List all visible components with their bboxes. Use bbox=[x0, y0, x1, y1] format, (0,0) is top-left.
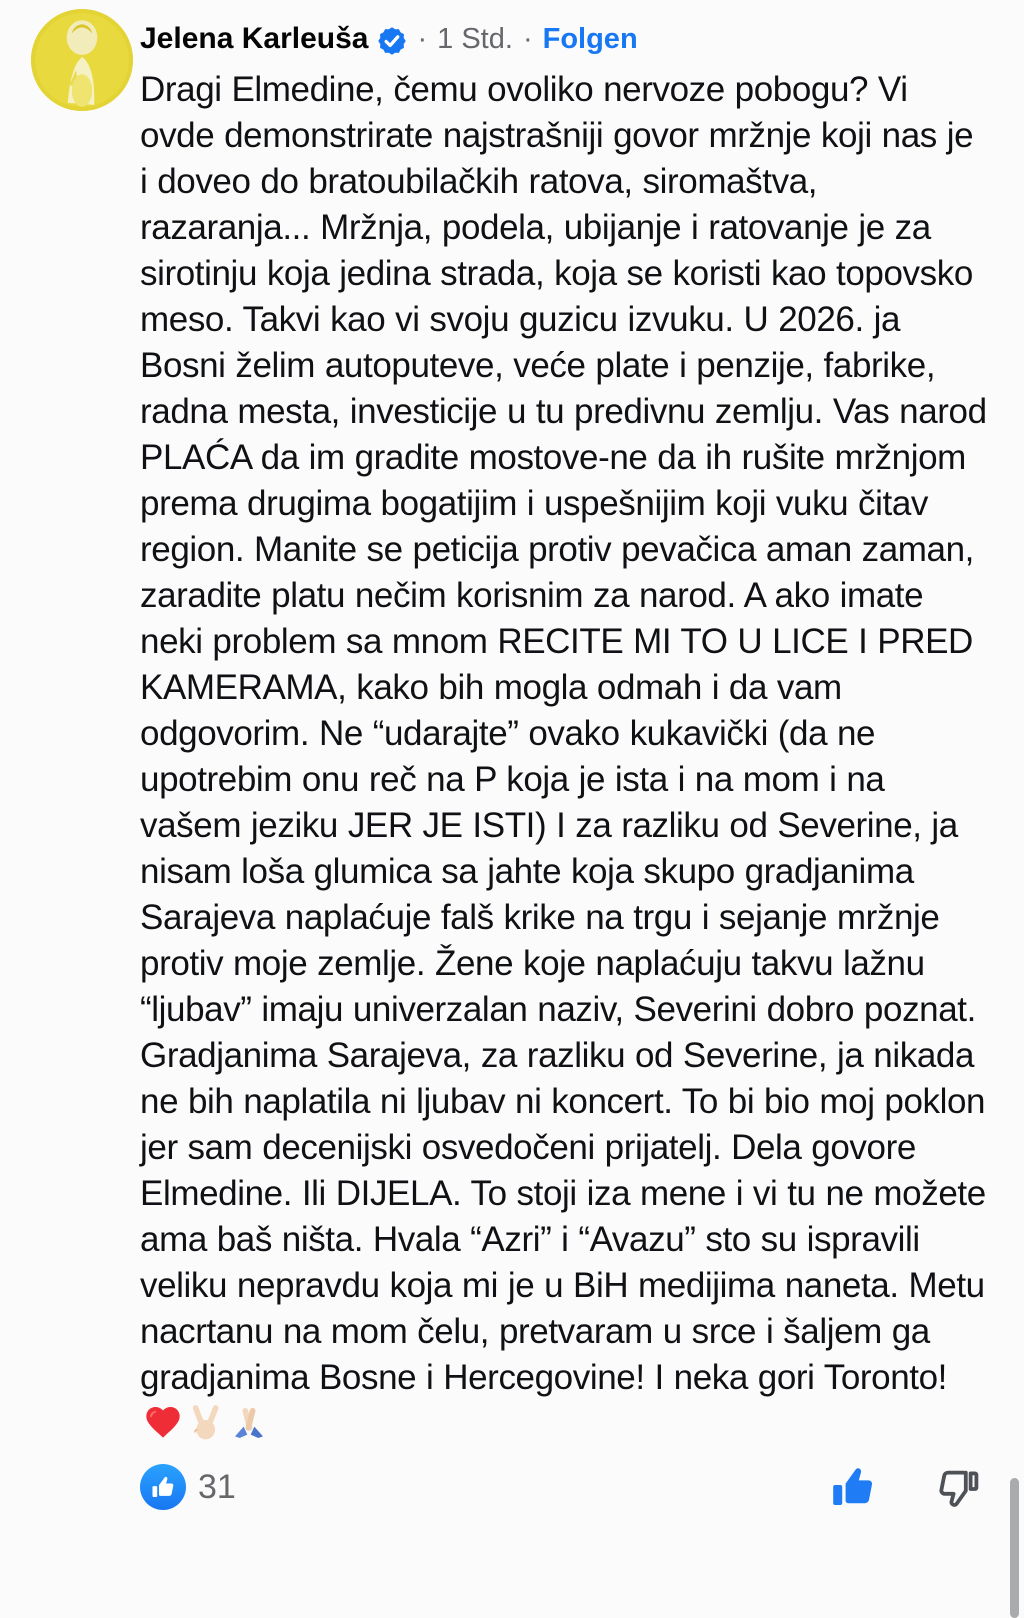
follow-button[interactable]: Folgen bbox=[542, 23, 638, 55]
thumbs-down-button[interactable] bbox=[932, 1461, 984, 1513]
thumbs-up-reaction-icon bbox=[140, 1464, 186, 1510]
like-count: 31 bbox=[198, 1467, 236, 1506]
post-header bbox=[140, 10, 986, 59]
post-content bbox=[140, 10, 986, 1513]
thumbs-up-button[interactable] bbox=[828, 1461, 880, 1513]
reactions-summary[interactable] bbox=[140, 1464, 236, 1510]
meta-separator: · bbox=[417, 23, 428, 55]
avatar-image bbox=[31, 9, 133, 111]
scrollbar-thumb[interactable] bbox=[1010, 1478, 1019, 1618]
timestamp[interactable]: 1 Std. bbox=[437, 23, 513, 55]
vote-buttons bbox=[828, 1461, 988, 1513]
author-name[interactable]: Jelena Karleuša bbox=[140, 22, 369, 55]
thumbs-up-icon bbox=[830, 1463, 878, 1511]
meta-separator: · bbox=[522, 23, 533, 55]
red-heart-emoji bbox=[143, 1402, 183, 1442]
victory-hand-emoji bbox=[186, 1402, 226, 1442]
folded-hands-emoji bbox=[229, 1402, 269, 1442]
post-body-text: Dragi Elmedine, čemu ovoliko nervoze pobogu? Vi ovde demonstrirate najstrašniji govor mržnje koji nas je i doveo do bratoubilačkih ratova, siromaštva, razaranja... Mržnja, podela, ubijanje i ratovanje je za sirotinju koja jedina strada, koja se koristi kao topovsko meso. Takvi kao vi svoju guzicu izvuku. U 2026. ja Bosni želim autoputeve, veće plate i penzije, fabrike, radna mesta, investicije u tu predivnu zemlju. Vas narod PLAĆA da im gradite mostove-ne da ih rušite mržnjom prema drugima bogatijim i uspešnijim koji vuku čitav region. Manite se peticija protiv pevačica aman zaman, zaradite platu nečim korisnim za narod. A ako imate neki problem sa mnom RECITE MI TO U LICE I PRED KAMERAMA, kako bih mogla odmah i da vam odgovorim. Ne “udarajte” ovako kukavički (da ne upotrebim onu reč na P koja je ista i na mom i na vašem jeziku JER JE ISTI) I za razliku od Severine, ja nisam loša glumica sa jahte koja skupo gradjanima Sarajeva naplaćuje falš krike na trgu i sejanje mržnje protiv moje zemlje. Žene koje naplaćuju takvu lažnu “ljubav” imaju univerzalan naziv, Severini dobro poznat. Gradjanima Sarajeva, za razliku od Severine, ja nikada ne bih naplatila ni ljubav ni koncert. To bi bio moj poklon jer sam decenijski osvedočeni prijatelj. Dela govore Elmedine. Ili DIJELA. To stoji iza mene i vi tu ne možete ama baš ništa. Hvala “Azri” i “Avazu” sto su ispravili veliku nepravdu koja mi je u BiH medijima naneta. Metu nacrtanu na mom čelu, pretvaram u srce i šaljem ga gradjanima Bosne i Hercegovine! I neka gori Toronto! bbox=[140, 70, 987, 1397]
avatar[interactable] bbox=[31, 9, 133, 111]
post-body bbox=[140, 67, 988, 1447]
thumbs-down-icon bbox=[934, 1463, 982, 1511]
action-bar bbox=[140, 1461, 988, 1513]
verified-badge-icon bbox=[377, 26, 407, 56]
